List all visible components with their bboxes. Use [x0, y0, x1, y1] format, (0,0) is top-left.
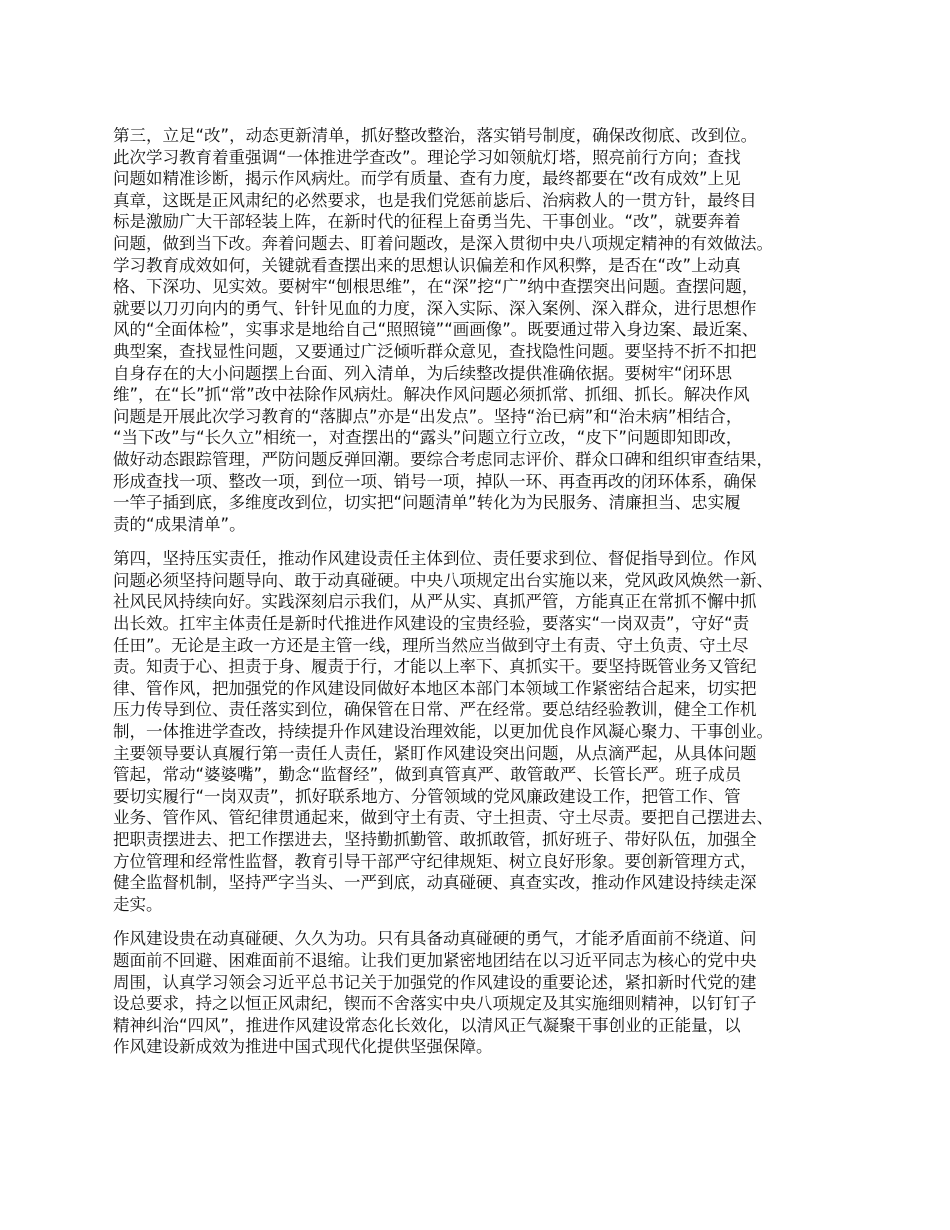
- paragraph-fourth-point: 第四，坚持压实责任，推动作风建设责任主体到位、责任要求到位、督促指导到位。作风 问题必须坚持问题导向、敢于动真碰硬。中央八项规定出台实施以来，党风政风焕然一新、 社风民风持续向好。实践深刻启示我们，从严从实、真抓严管，方能真正在常抓不懈中抓 出长效。扛牢主体责任是新时代推进作风建设的宝贵经验，要落实“一岗双责”，守好“责 任田”。无论是主政一方还是主管一线，理所当然应当做到守土有责、守土负责、守土尽 责。知责于心、担责于身、履责于行，才能以上率下、真抓实干。要坚持既管业务又管纪 律、管作风，把加强党的作风建设同做好本地区本部门本领域工作紧密结合起来，切实把 压力传导到位、责任落实到位，确保管在日常、严在经常。要总结经验教训，健全工作机 制，一体推进学查改，持续提升作风建设治理效能，以更加优良作风凝心聚力、干事创业。 主要领导要认真履行第一责任人责任，紧盯作风建设突出问题，从点滴严起，从具体问题 管起，常动“婆婆嘴”，勤念“监督经”，做到真管真严、敢管敢严、长管长严。班子成员 要切实履行“一岗双责”，抓好联系地方、分管领域的党风廉政建设工作，把管工作、管 业务、管作风、管纪律贯通起来，做到守土有责、守土担责、守土尽责。要把自己摆进去、 把职责摆进去、把工作摆进去，坚持勤抓勤管、敢抓敢管，抓好班子、带好队伍，加强全 方位管理和经常性监督，教育引导干部严守纪律规矩、树立良好形象。要创新管理方式， 健全监督机制，坚持严字当头、一严到底，动真碰硬、真查实改，推动作风建设持续走深 走实。: [113, 549, 773, 914]
- document-body: [113, 125, 858, 1071]
- paragraph-conclusion: 作风建设贵在动真碰硬、久久为功。只有具备动真碰硬的勇气，才能矛盾面前不绕道、问 题面前不回避、困难面前不退缩。让我们更加紧密地团结在以习近平同志为核心的党中央 周围，认真学习领会习近平总书记关于加强党的作风建设的重要论述，紧扣新时代党的建 设总要求，持之以恒正风肃纪，锲而不舍落实中央八项规定及其实施细则精神，以钉钉子 精神纠治“四风”，推进作风建设常态化长效化，以清风正气凝聚干事创业的正能量，以 作风建设新成效为推进中国式现代化提供坚强保障。: [113, 929, 757, 1057]
- paragraph-third-point: 第三，立足“改”，动态更新清单，抓好整改整治，落实销号制度，确保改彻底、改到位。 此次学习教育着重强调“一体推进学查改”。理论学习如领航灯塔，照亮前行方向；查找 问题如精准诊断，揭示作风病灶。而学有质量、查有力度，最终都要在“改有成效”上见 真章，这既是正风肃纪的必然要求，也是我们党惩前毖后、治病救人的一贯方针，最终目 标是激励广大干部轻装上阵，在新时代的征程上奋勇当先、干事创业。“改”，就要奔着 问题，做到当下改。奔着问题去、盯着问题改，是深入贯彻中央八项规定精神的有效做法。 学习教育成效如何，关键就看查摆出来的思想认识偏差和作风积弊，是否在“改”上动真 格、下深功、见实效。要树牢“刨根思维”，在“深”挖“广”纳中查摆突出问题。查摆问题， 就要以刀刃向内的勇气、针针见血的力度，深入实际、深入案例、深入群众，进行思想作 风的“全面体检”，实事求是地给自己“照照镜”“画画像”。既要通过带入身边案、最近案、 典型案，查找显性问题，又要通过广泛倾听群众意见，查找隐性问题。要坚持不折不扣把 自身存在的大小问题摆上台面、列入清单，为后续整改提供准确依据。要树牢“闭环思 维”，在“长”抓“常”改中祛除作风病灶。解决作风问题必须抓常、抓细、抓长。解决作风 问题是开展此次学习教育的“落脚点”亦是“出发点”。坚持“治已病”和“治未病”相结合， “当下改”与“长久立”相统一，对查摆出的“露头”问题立行立改，“皮下”问题即知即改， 做好动态跟踪管理，严防问题反弹回潮。要综合考虑同志评价、群众口碑和组织审查结果， 形成查找一项、整改一项，到位一项、销号一项，掉队一环、再查再改的闭环体系，确保 一竿子插到底，多维度改到位，切实把“问题清单”转化为为民服务、清廉担当、忠实履 责的“成果清单”。: [113, 126, 773, 534]
